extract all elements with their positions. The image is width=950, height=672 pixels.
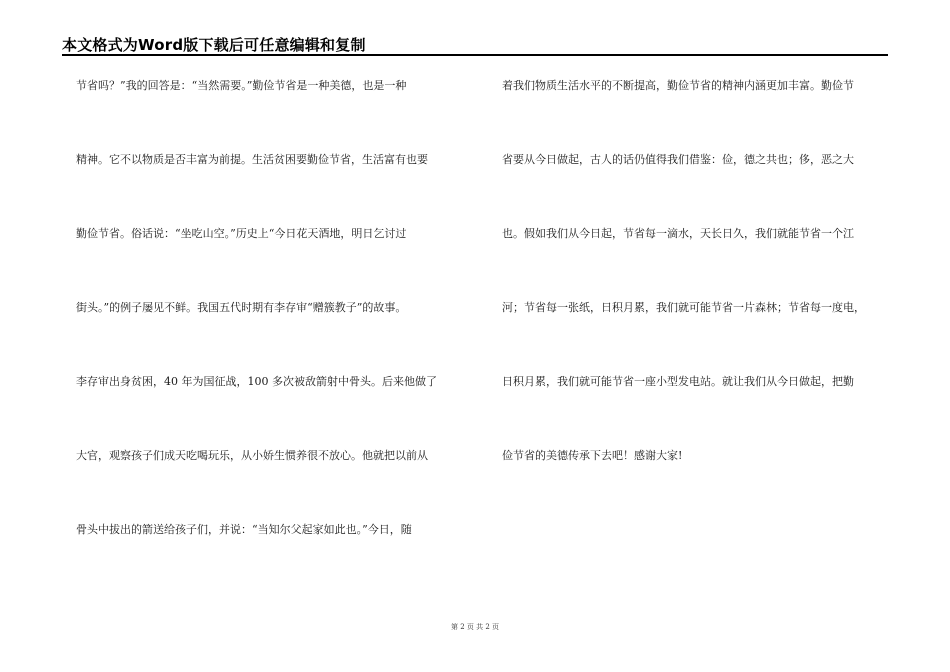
text-line: 节省吗？”我的回答是：“当然需要。”勤俭节省是一种美德，也是一种 [76, 79, 407, 92]
text-line: 着我们物质生活水平的不断提高，勤俭节省的精神内涵更加丰富。勤俭节 [502, 79, 854, 92]
text-line: 大官，观察孩子们成天吃喝玩乐，从小娇生惯养很不放心。他就把以前从 [76, 449, 428, 462]
text-line: 李存审出身贫困，40 年为国征战，100 多次被敌箭射中骨头。后来他做了 [76, 375, 437, 388]
text-line: 河；节省每一张纸，日积月累，我们就可能节省一片森林；节省每一度电， [502, 301, 865, 314]
text-line: 勤俭节省。俗话说：“坐吃山空。”历史上“今日花天酒地，明日乞讨过 [76, 227, 407, 240]
header-divider [62, 54, 888, 56]
text-line: 精神。它不以物质是否丰富为前提。生活贫困要勤俭节省，生活富有也要 [76, 153, 428, 166]
document-header-title: 本文格式为Word版下载后可任意编辑和复制 [62, 36, 366, 54]
text-line: 俭节省的美德传承下去吧！感谢大家! [502, 449, 683, 462]
text-line: 也。假如我们从今日起，节省每一滴水，天长日久，我们就能节省一个江 [502, 227, 854, 240]
page-number-footer: 第 2 页 共 2 页 [450, 623, 500, 631]
text-line: 街头。”的例子屡见不鲜。我国五代时期有李存审“赠簇教子”的故事。 [76, 301, 407, 314]
text-line: 省要从今日做起，古人的话仍值得我们借鉴：俭，德之共也；侈，恶之大 [502, 153, 854, 166]
text-line: 骨头中拔出的箭送给孩子们，并说：“当知尔父起家如此也。”今日，随 [76, 523, 412, 536]
text-line: 日积月累，我们就可能节省一座小型发电站。就让我们从今日做起，把勤 [502, 375, 854, 388]
